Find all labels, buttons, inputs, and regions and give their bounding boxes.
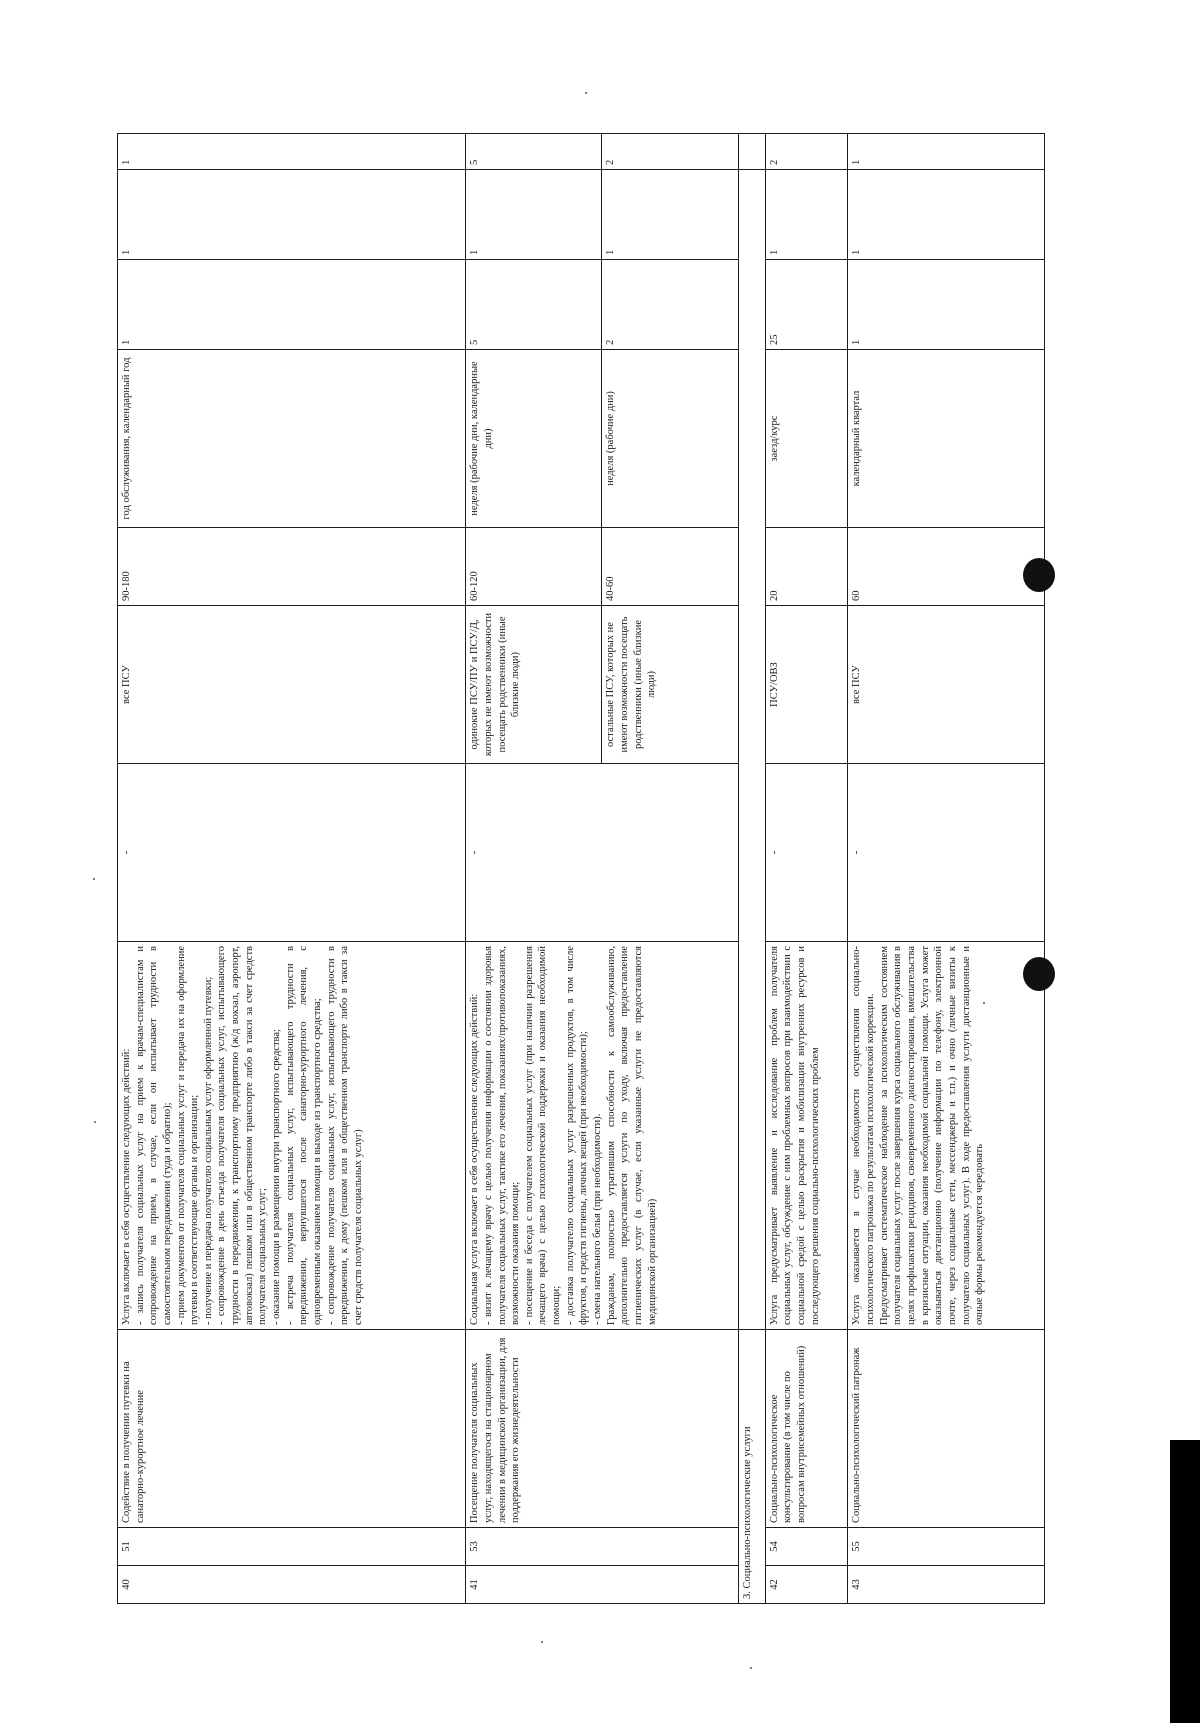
service-time: 60-120: [466, 528, 602, 606]
recipient-category: все ПСУ: [848, 606, 1045, 764]
volume-per-period: 2: [602, 260, 738, 350]
description-line: Услуга оказывается в случае необходимости осуществления социально-психологического патронажа по результатам психологической коррекции.: [851, 946, 877, 1325]
recipient-category: все ПСУ: [118, 606, 466, 764]
service-code: 51: [118, 1528, 466, 1566]
volume-per-period: 25: [765, 260, 848, 350]
description-line: - доставка получателю социальных услуг разрешенных продуктов, в том числе фруктов, и средств гигиены, личных вещей (при необходимости);: [564, 946, 590, 1325]
volume-total: 1: [118, 134, 466, 170]
table-row: [765, 134, 848, 1604]
services-table: [117, 133, 1045, 1604]
volume-per-period: 1: [848, 260, 1045, 350]
description-line: - смена нательного белья (при необходимости).: [592, 1113, 603, 1325]
section-empty-cell: [738, 170, 765, 1330]
service-description: [118, 942, 466, 1330]
section-empty-cell: [738, 134, 765, 170]
description-line: - оказание помощи в размещении внутри транспортного средства;: [271, 1029, 283, 1325]
volume-per-unit: 1: [118, 170, 466, 260]
volume-total: 2: [765, 134, 848, 170]
standard-value: -: [466, 764, 738, 942]
description-line: Услуга включает в себя осуществление следующих действий:: [121, 1048, 132, 1325]
section-row: [738, 134, 765, 1604]
description-line: - сопровождение получателя социальных услуг, испытывающего трудности в передвижении, к дому (пешком или в общественном транспорте либо в такси за счет средств получателя социальных услуг): [325, 946, 364, 1325]
volume-per-unit: 1: [848, 170, 1045, 260]
description-line: - посещение и беседа с получателем социальных услуг (при наличии разрешения лечащего врача) с целью психологической поддержки и оказания необходимой помощи;: [523, 946, 563, 1325]
service-name: Социально-психологическое консультирование (в том числе по вопросам внутрисемейных отношений): [765, 1330, 848, 1528]
table-row: [848, 134, 1045, 1604]
description-line: Предусматривает систематическое наблюдение за психологическим состоянием получателя социальных услуг после завершения курса социального обслуживания в целях профилактики рецидивов, своевременного диагностирования, вмешательства в кризисные ситуации, оказания необходимой социальной помощи. Услуга может оказываться дистанционно (получение информации по телефону, электронной почте, через социальные сети, мессенджеры и т.п.) и очно (личные визиты к получателю социальных услуг). В ходе предоставления услуги дистанционные и очные формы рекомендуется чередовать: [878, 946, 986, 1325]
description-line: - сопровождение в день отъезда получателя социальных услуг, испытывающего трудности в передвижении, к транспортному предприятию (ж/д вокзал, аэропорт, автовокзал) пешком или в общественном транспорте либо в такси за счет средств получателя социальных услуг;: [216, 946, 269, 1325]
standard-value: -: [118, 764, 466, 942]
volume-total: 2: [602, 134, 738, 170]
table-row: [466, 134, 602, 1604]
punch-hole-mark: [1023, 558, 1055, 592]
service-time: 20: [765, 528, 848, 606]
description-line: - прием документов от получателя социальных услуг и передача их на оформление путевки в соответствующие органы и организации;: [175, 946, 201, 1325]
scan-speck: [750, 1667, 752, 1669]
scan-speck: [541, 1641, 543, 1643]
volume-total: 1: [848, 134, 1045, 170]
volume-per-period: 5: [466, 260, 602, 350]
service-description: [466, 942, 738, 1330]
description-line: Социальная услуга включает в себя осуществление следующих действий:: [469, 993, 481, 1325]
row-number: 40: [118, 1566, 466, 1604]
section-title: 3. Социально-психологические услуги: [738, 1330, 765, 1604]
volume-per-period: 1: [118, 260, 466, 350]
service-name: Посещение получателя социальных услуг, находящегося на стационарном лечении в медицинской организации, для поддержания его жизнедеятельности: [466, 1330, 738, 1528]
scan-speck: [585, 92, 587, 94]
scan-speck: [93, 878, 95, 880]
service-time: 90-180: [118, 528, 466, 606]
service-period: неделя (рабочие дни, календарные дни): [466, 350, 602, 528]
standard-value: -: [765, 764, 848, 942]
volume-per-unit: 1: [602, 170, 738, 260]
recipient-category: остальные ПСУ, которых не имеют возможности посещать родственники (иные близкие люди): [602, 606, 738, 764]
service-description: [765, 942, 848, 1330]
service-period: календарный квартал: [848, 350, 1045, 528]
description-line: - встреча получателя социальных услуг, испытывающего трудности в передвижении, вернувшегося после санаторно-курортного лечения, с одновременным оказанием помощи в выходе из транспортного средства;: [284, 946, 323, 1325]
service-code: 53: [466, 1528, 738, 1566]
scan-speck: [94, 1121, 96, 1123]
volume-total: 5: [466, 134, 602, 170]
volume-per-unit: 1: [765, 170, 848, 260]
description-line: - визит к лечащему врачу с целью получения информации о состоянии здоровья получателя социальных услуг, тактике его лечения, показаниях/противопоказаниях, возможности оказания помощи;: [482, 946, 522, 1325]
standard-value: -: [848, 764, 1045, 942]
service-description: [848, 942, 1045, 1330]
description-line: - запись получателя социальных услуг на прием к врачам-специалистам и сопровождение на прием, в случае, если он испытывает трудности в самостоятельном передвижении (туда и обратно);: [134, 946, 173, 1325]
row-number: 42: [765, 1566, 848, 1604]
description-line: Гражданам, полностью утратившим способности к самообслуживанию, дополнительно предоставляется услуги по уходу, включая предоставление гигиенических услуг (в случае, если указанные услуги не предоставляются медицинской организацией): [605, 946, 658, 1325]
recipient-category: одинокие ПСУ/ПУ и ПСУ/Д, которых не имеют возможности посещать родственники (иные близкие люди): [466, 606, 602, 764]
description-line: - получение и передача получателю социальных услуг оформленной путевки;: [202, 976, 214, 1325]
service-period: заезд/курс: [765, 350, 848, 528]
scan-speck: [983, 1002, 985, 1004]
table-row: [118, 134, 466, 1604]
row-number: 41: [466, 1566, 738, 1604]
scan-edge-bar: [1170, 1440, 1200, 1723]
service-name: Содействие в получении путевки на санаторно-курортное лечение: [118, 1330, 466, 1528]
punch-hole-mark: [1023, 957, 1055, 991]
service-code: 55: [848, 1528, 1045, 1566]
service-period: год обслуживания, календарный год: [118, 350, 466, 528]
service-period: неделя (рабочие дни): [602, 350, 738, 528]
description-line: Услуга предусматривает выявление и исследование проблем получателя социальных услуг, обсуждение с ним проблемных вопросов при взаимодействии с социальной средой с целью раскрытия и мобилизации внутренних ресурсов и последующего решения социально-психологических проблем: [768, 946, 821, 1325]
rotated-document-sheet: [117, 134, 1045, 1604]
service-time: 60: [848, 528, 1045, 606]
row-number: 43: [848, 1566, 1045, 1604]
volume-per-unit: 1: [466, 170, 602, 260]
recipient-category: ПСУ/ОВЗ: [765, 606, 848, 764]
service-name: Социально-психологический патронаж: [848, 1330, 1045, 1528]
service-code: 54: [765, 1528, 848, 1566]
service-time: 40-60: [602, 528, 738, 606]
